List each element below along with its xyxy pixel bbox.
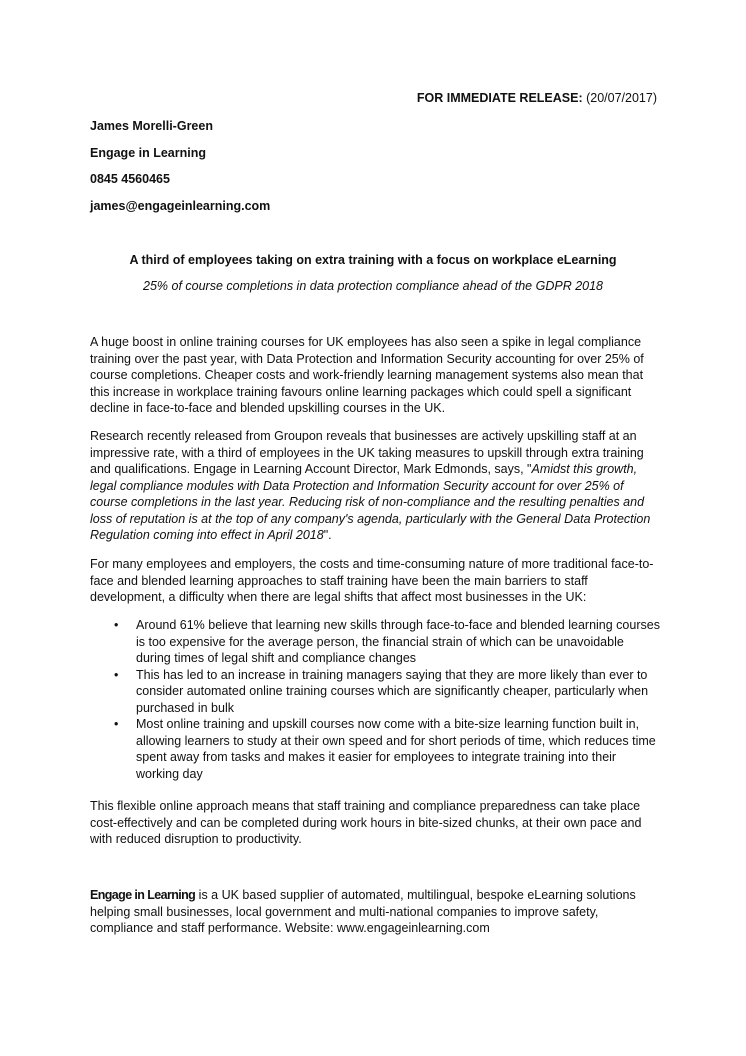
quote-text: Amidst this growth, legal compliance modules with Data Protection and Information Security account for over 25% of course completions in the last year. Reducing risk of non-compliance and the resulting penalties and loss of reputation is at the top of any company's agenda, particularly with the General Data Protection Regulation coming into effect in April 2018 — [90, 462, 651, 542]
quote-end: ". — [323, 528, 332, 542]
list-item — [90, 617, 662, 667]
brand-name: Engage in Learning — [90, 888, 196, 902]
release-line — [417, 91, 657, 105]
contact-email: james@engageinlearning.com — [90, 199, 271, 213]
paragraph-text: A huge boost in online training courses for UK employees has also seen a spike in legal compliance training over the past year, with Data Protection and Information Security accounting for over 25% of course completions. Cheaper costs and work-friendly learning management systems also mean that this increase in workplace training favours online learning packages which could spell a significant decline in face-to-face and blended upskilling courses in the UK. — [90, 335, 644, 415]
list-item-text: Around 61% believe that learning new skills through face-to-face and blended learning courses is too expensive for the average person, the financial strain of which can be unavoidable during times of legal shift and compliance changes — [136, 618, 660, 665]
about-text: is a UK based supplier of automated, multilingual, bespoke eLearning solutions helping small businesses, local government and multi-national companies to improve safety, compliance and staff performance. Website: www.engageinlearning.com — [90, 888, 636, 935]
paragraph-text: For many employees and employers, the costs and time-consuming nature of more traditional face-to-face and blended learning approaches to staff training have been the main barriers to staff development, a difficulty when there are legal shifts that affect most businesses in the UK: — [90, 557, 654, 604]
about-company — [90, 887, 662, 937]
list-item-text: This has led to an increase in training managers saying that they are more likely than ever to consider automated online training courses which are significantly cheaper, particularly when purchased in bulk — [136, 667, 649, 715]
paragraph-research — [90, 428, 662, 544]
paragraph-conclusion — [90, 798, 662, 848]
paragraph-intro — [90, 334, 662, 417]
contact-name: James Morelli-Green — [90, 119, 213, 133]
subheadline: 25% of course completions in data protection compliance ahead of the GDPR 2018 — [143, 279, 603, 293]
bullet-icon: • — [114, 667, 119, 682]
list-item-text: Most online training and upskill courses now come with a bite-size learning function built in, allowing learners to study at their own speed and for short periods of time, which reduces time spent away from tasks and makes it easier for employees to integrate training into their working day — [136, 717, 656, 781]
paragraph-text: This flexible online approach means that staff training and compliance preparedness can take place cost-effectively and can be completed during work hours in bite-sized chunks, at their own pace and with reduced disruption to productivity. — [90, 799, 642, 846]
bullet-icon: • — [114, 618, 119, 632]
bullet-icon: • — [114, 717, 119, 731]
headline: A third of employees taking on extra training with a focus on workplace eLearning — [129, 253, 617, 267]
list-item — [90, 716, 662, 782]
bullet-list — [90, 617, 662, 782]
release-label: FOR IMMEDIATE RELEASE: — [416, 91, 583, 105]
release-date: (20/07/2017) — [586, 91, 657, 105]
list-item — [90, 667, 662, 717]
contact-phone: 0845 4560465 — [90, 172, 170, 186]
paragraph-barriers — [90, 556, 662, 606]
contact-company: Engage in Learning — [90, 146, 206, 160]
paragraph-text: Research recently released from Groupon reveals that businesses are actively upskilling staff at an impressive rate, with a third of employees in the UK taking measures to upskill through extra training and qualifications. Engage in Learning Account Director, Mark Edmonds, says, " — [90, 429, 644, 476]
